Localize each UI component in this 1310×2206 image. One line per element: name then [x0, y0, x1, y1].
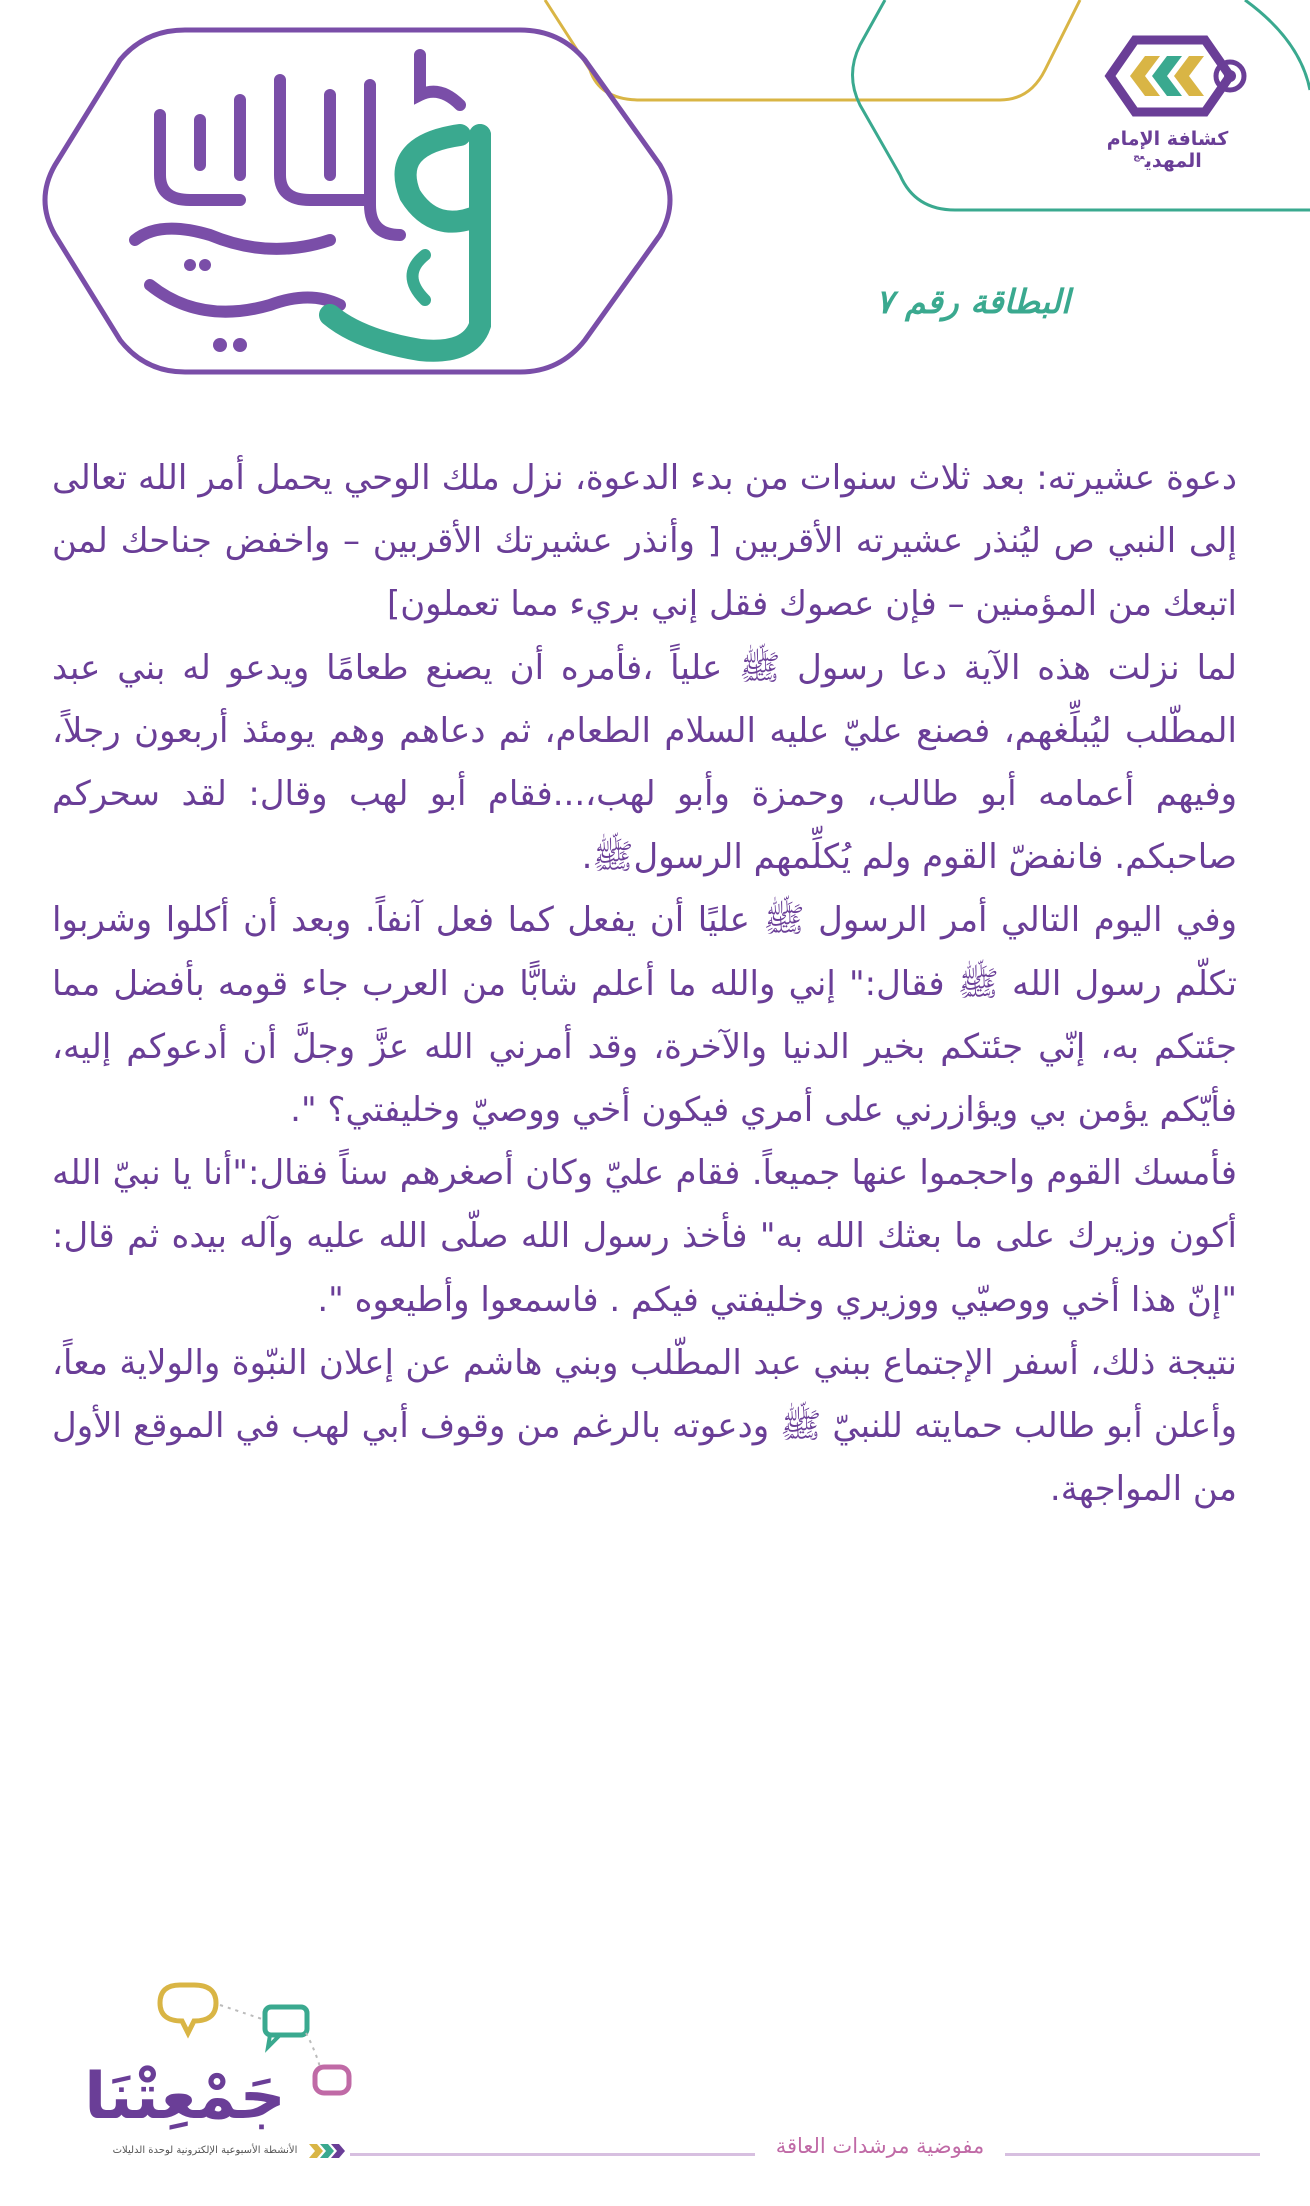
chevrons-icon [307, 2142, 347, 2160]
paragraph-5: نتيجة ذلك، أسفر الإجتماع ببني عبد المطّلب وبني هاشم عن إعلان النبّوة والولاية معاً، وأعلن أبو طالب حمايته للنبيّ ﷺ ودعوته بالرغم من وقوف أبي لهب في الموقع الأول من المواجهة. [52, 1342, 1237, 1510]
title-calligraphy-art [40, 25, 560, 380]
paragraph-1: دعوة عشيرته: بعد ثلاث سنوات من بدء الدعوة، نزل ملك الوحي يحمل أمر الله تعالى إلى النبي ص ليُنذر عشيرته الأقربين [ وأنذر عشيرتك الأقربين – واخفض جناحك لمن اتبعك من المؤمنين – فإن عصوك فقل إني بريء مما تعملون] [52, 458, 1237, 625]
footer-divider-left [350, 2153, 755, 2156]
footer-divider-right [1005, 2153, 1260, 2156]
paragraph-2: لما نزلت هذه الآية دعا رسول ﷺ علياً ،فأمره أن يصنع طعامًا ويدعو له بني عبد المطّلب ليُبلِّغهم، فصنع عليّ عليه السلام الطعام، ثم دعاهم وهم يومئذ أربعون رجلاً، وفيهم أعمامه أبو طالب، وحمزة وأبو لهب،...فقام أبو لهب وقال: لقد سحركم صاحبكم. فانفضّ القوم ولم يُكلِّمهم الرسولﷺ. [52, 647, 1237, 878]
body-text [52, 447, 1237, 1937]
scout-emblem-icon [1090, 28, 1250, 123]
scout-logo [1080, 28, 1255, 172]
footer-brand: جَمْعِتْنَا [84, 2060, 286, 2134]
footer-credit: مفوضية مرشدات العاقة [775, 2134, 985, 2158]
footer-tagline: الأنشطة الأسبوعية الإلكترونية لوحدة الدليلات [112, 2145, 298, 2156]
paragraph-4: فأمسك القوم واحجموا عنها جميعاً. فقام عليّ وكان أصغرهم سناً فقال:"أنا يا نبيّ الله أكون وزيرك على ما بعثك الله به" فأخذ رسول الله صلّى الله عليه وآله بيده ثم قال: "إنّ هذا أخي ووصيّي ووزيري وخليفتي فيكم . فاسمعوا وأطيعوه ". [52, 1153, 1237, 1320]
paragraph-3: وفي اليوم التالي أمر الرسول ﷺ عليًا أن يفعل كما فعل آنفاً. وبعد أن أكلوا وشربوا تكلّم رسول الله ﷺ فقال:" إني والله ما أعلم شابًّا من العرب جاء قومه بأفضل مما جئتكم به، إنّي جئتكم بخير الدنيا والآخرة، وقد أمرني الله عزَّ وجلَّ أن أدعوكم إليه، فأيّكم يؤمن بي ويؤازرني على أمري فيكون أخي ووصيّ وخليفتي؟ ". [52, 900, 1237, 1131]
card-number: البطاقة رقم ٧ [875, 282, 1070, 321]
organization-name: كشافة الإمام المهدي$^{عج}$ [1106, 128, 1229, 172]
